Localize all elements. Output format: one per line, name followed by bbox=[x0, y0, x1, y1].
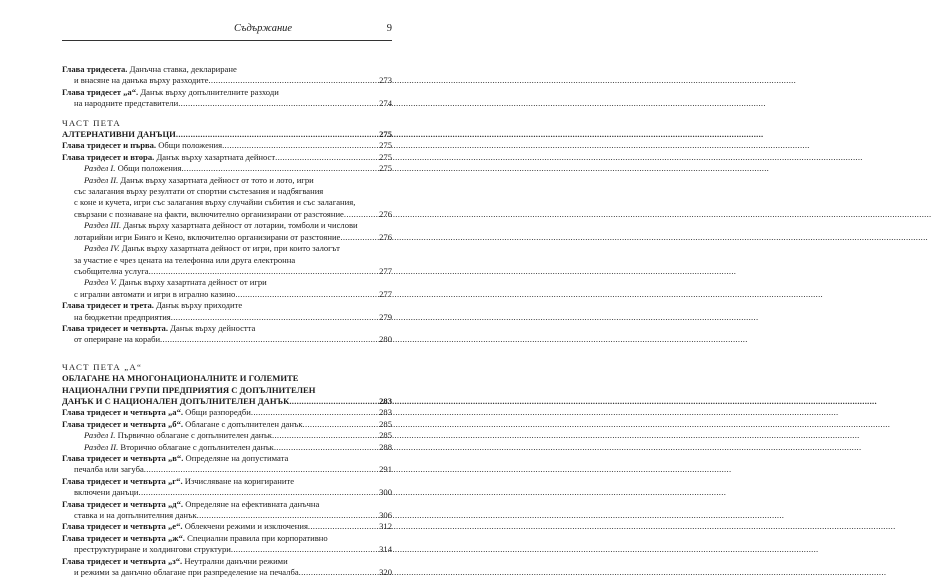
entry-title: и режими за данъчно облагане при разпределение на печалба bbox=[74, 567, 299, 578]
chapter-heading: Глава тридесет и четвърта „г“. bbox=[62, 475, 183, 486]
entry-title: за участие е чрез цената на телефонна или друга електронна bbox=[74, 254, 296, 265]
leader-dots bbox=[235, 289, 378, 300]
leader-dots bbox=[344, 209, 378, 220]
toc-entry-text bbox=[62, 556, 288, 567]
entry-title: Изчисляване на коригираните bbox=[182, 475, 295, 486]
toc-entry bbox=[62, 430, 392, 441]
entry-page-number: 275 bbox=[379, 163, 392, 174]
page-number: 9 bbox=[386, 23, 392, 34]
entry-page-number: 279 bbox=[379, 311, 392, 322]
toc-entry bbox=[62, 64, 392, 75]
entry-page-number: 277 bbox=[379, 265, 392, 276]
toc-entry bbox=[62, 464, 392, 475]
toc-entry-text bbox=[74, 567, 299, 578]
toc-entry bbox=[62, 75, 392, 86]
leader-dots bbox=[176, 129, 378, 140]
toc-entry bbox=[62, 175, 392, 186]
toc-entry bbox=[62, 140, 392, 151]
leader-dots bbox=[308, 521, 378, 532]
section-heading: Раздел IV. bbox=[84, 243, 120, 254]
entry-title: Облагане с допълнителен данък bbox=[183, 418, 303, 429]
toc-entry-text bbox=[84, 163, 181, 174]
leader-dots bbox=[208, 75, 378, 86]
entry-title: Общи положения bbox=[115, 163, 182, 174]
chapter-heading: Глава тридесет и първа. bbox=[62, 140, 157, 151]
toc-entry-text bbox=[74, 289, 235, 300]
toc-entry-text bbox=[62, 407, 251, 418]
toc-entry-text bbox=[74, 232, 340, 243]
entry-title: Общи разпоредби bbox=[183, 407, 251, 418]
entry-title: ставка и на допълнителния данък bbox=[74, 510, 197, 521]
toc-entry-text bbox=[62, 499, 319, 510]
entry-title: на бюджетни предприятия bbox=[74, 311, 171, 322]
entry-page-number: 288 bbox=[379, 441, 392, 452]
entry-title: със залагания върху резултати от спортни състезания и надбягвания bbox=[74, 186, 324, 197]
toc-entry bbox=[62, 87, 392, 98]
toc-entry-text bbox=[62, 521, 308, 532]
running-title: Съдържание bbox=[234, 23, 293, 34]
chapter-heading: Глава тридесет и четвърта „е“. bbox=[62, 521, 183, 532]
toc-entry bbox=[62, 419, 392, 430]
entry-title: Определяне на ефективната данъчна bbox=[183, 498, 320, 509]
entry-title: Определяне на допустимата bbox=[183, 453, 289, 463]
toc-entry bbox=[62, 197, 392, 208]
toc-entry-text bbox=[84, 442, 274, 453]
toc-entry-text bbox=[84, 220, 358, 231]
chapter-heading: Глава тридесет и четвърта „б“. bbox=[62, 418, 184, 429]
entry-title: съобщителна услуга bbox=[74, 265, 149, 276]
toc-entry bbox=[62, 453, 392, 464]
toc-entry-text bbox=[74, 98, 178, 109]
entry-title: Данъчна ставка, деклариране bbox=[127, 64, 237, 74]
toc-entry-text bbox=[62, 323, 255, 334]
toc-entry-text bbox=[62, 64, 237, 75]
entry-title: Вторично облагане с допълнителен данък bbox=[118, 441, 274, 452]
toc-entry bbox=[62, 209, 392, 220]
chapter-heading: Глава тридесет „а“. bbox=[62, 86, 139, 97]
entry-page-number: 276 bbox=[379, 208, 392, 219]
chapter-heading: Глава тридесетa. bbox=[62, 64, 128, 74]
entry-page-number: 275 bbox=[379, 140, 392, 151]
entry-title: Данък върху хазартната дейност от лотарии, томболи и числови bbox=[121, 220, 358, 231]
part-five-a-label: ЧАСТ ПЕТА „А“ bbox=[62, 361, 143, 372]
toc-entry bbox=[62, 266, 392, 277]
entry-title: включени данъци bbox=[74, 487, 139, 498]
part-five-a-title-last-text: ДАНЪК И С НАЦИОНАЛЕН ДОПЪЛНИТЕЛЕН ДАНЪК bbox=[62, 395, 290, 406]
leader-dots bbox=[340, 232, 378, 243]
section-heading: Раздел III. bbox=[84, 220, 122, 231]
toc-entry bbox=[62, 255, 392, 266]
entry-title: Данък върху хазартната дейност от игри, при които залогът bbox=[119, 243, 340, 254]
chapter-heading: Глава тридесет и четвърта „ж“. bbox=[62, 532, 185, 543]
chapter-heading: Глава тридесет и четвърта. bbox=[62, 322, 168, 333]
toc-entry bbox=[62, 243, 392, 254]
toc-entry bbox=[62, 567, 392, 578]
toc-entry-text bbox=[74, 255, 295, 266]
toc-entry-text bbox=[62, 533, 328, 544]
entry-title: Облекчени режими и изключения bbox=[182, 521, 308, 532]
entry-title: Общи положения bbox=[156, 140, 223, 151]
chapter-heading: Глава тридесет и втора. bbox=[62, 151, 155, 162]
chapter-heading: Глава тридесет и четвърта „з“. bbox=[62, 555, 183, 566]
entry-title: с игрални автомати и игри в игрално казино bbox=[74, 288, 236, 299]
toc-entry-text bbox=[74, 209, 344, 220]
entry-page-number: 277 bbox=[379, 288, 392, 299]
entry-page-number: 280 bbox=[379, 334, 392, 345]
leader-dots bbox=[222, 140, 378, 151]
toc-entry bbox=[62, 323, 392, 334]
toc-entry-text bbox=[62, 476, 294, 487]
toc-entry bbox=[62, 232, 392, 243]
entry-title: Данък върху приходите bbox=[153, 300, 243, 311]
leader-dots bbox=[139, 487, 379, 498]
toc-entry-text bbox=[74, 487, 139, 498]
entry-page-number: 285 bbox=[379, 430, 392, 441]
part-five-a-title-last bbox=[62, 396, 392, 407]
leader-dots bbox=[171, 312, 378, 323]
toc-entry bbox=[62, 152, 392, 163]
toc-entry-text bbox=[74, 510, 197, 521]
leader-dots bbox=[144, 464, 378, 475]
toc-entry-text bbox=[74, 464, 144, 475]
entry-title: Неутрални данъчни режими bbox=[182, 555, 288, 566]
toc-entry bbox=[62, 499, 392, 510]
section-heading: Раздел II. bbox=[84, 174, 119, 185]
section-heading: Раздел I. bbox=[84, 163, 116, 174]
entry-title: Данък върху допълнителните разходи bbox=[138, 86, 279, 97]
toc-entry bbox=[62, 300, 392, 311]
section-heading: Раздел I. bbox=[84, 430, 116, 441]
toc-entry bbox=[62, 334, 392, 345]
entry-page-number: 274 bbox=[379, 98, 392, 109]
toc-entry-text bbox=[62, 87, 279, 98]
entry-title: свързани с познаване на факти, включително организирани от разстояние bbox=[74, 208, 344, 219]
entry-page-number: 285 bbox=[379, 418, 392, 429]
chapter-heading: Глава тридесет и трета. bbox=[62, 300, 154, 311]
entry-title: преструктуриране и холдингови структури bbox=[74, 544, 231, 555]
part-five-a-page: 283 bbox=[379, 395, 392, 406]
toc-entry-text bbox=[84, 277, 267, 288]
toc-entry-text bbox=[62, 453, 288, 464]
leader-dots bbox=[149, 266, 379, 277]
toc-block-chapter-30 bbox=[62, 64, 392, 110]
toc-entry-text bbox=[62, 300, 242, 311]
leader-dots bbox=[299, 567, 378, 578]
toc-block-part-five-a bbox=[62, 407, 392, 578]
part-five-a-title-line: НАЦИОНАЛНИ ГРУПИ ПРЕДПРИЯТИЯ С ДОПЪЛНИТЕЛЕН bbox=[62, 384, 316, 395]
entry-title: Първично облагане с допълнителен данък bbox=[115, 430, 272, 441]
toc-entry-text bbox=[62, 152, 275, 163]
entry-title: Данък върху дейността bbox=[168, 322, 256, 333]
entry-page-number: 300 bbox=[379, 487, 392, 498]
leader-dots bbox=[181, 163, 378, 174]
toc-entry bbox=[62, 220, 392, 231]
entry-page-number: 314 bbox=[379, 544, 392, 555]
section-heading: Раздел II. bbox=[84, 441, 119, 452]
entry-title: на народните представители bbox=[74, 98, 179, 109]
part-five-label: ЧАСТ ПЕТА bbox=[62, 117, 121, 128]
toc-block-part-five bbox=[62, 140, 392, 345]
running-header bbox=[62, 22, 392, 41]
toc-entry-text bbox=[74, 544, 231, 555]
entry-title: Данък върху хазартната дейност bbox=[154, 151, 276, 162]
toc-entry-text bbox=[62, 419, 303, 430]
table-of-contents bbox=[62, 64, 392, 578]
toc-entry bbox=[62, 556, 392, 567]
leader-dots bbox=[275, 152, 378, 163]
entry-page-number: 275 bbox=[379, 151, 392, 162]
leader-dots bbox=[160, 334, 378, 345]
leader-dots bbox=[197, 510, 378, 521]
toc-entry bbox=[62, 98, 392, 109]
toc-entry-text bbox=[84, 243, 340, 254]
entry-page-number: 320 bbox=[379, 567, 392, 578]
entry-page-number: 306 bbox=[379, 510, 392, 521]
part-five-a-title-line: ОБЛАГАНЕ НА МНОГОНАЦИОНАЛНИТЕ И ГОЛЕМИТЕ bbox=[62, 373, 299, 384]
toc-entry bbox=[62, 533, 392, 544]
entry-title: от опериране на кораби bbox=[74, 334, 161, 345]
toc-entry-text bbox=[74, 75, 208, 86]
toc-entry bbox=[62, 289, 392, 300]
section-heading: Раздел V. bbox=[84, 277, 117, 288]
entry-title: Данък върху хазартната дейност от тото и лото, игри bbox=[118, 174, 314, 185]
toc-entry-text bbox=[74, 197, 355, 208]
entry-page-number: 312 bbox=[379, 521, 392, 532]
toc-entry-text bbox=[74, 186, 323, 197]
part-five-title-line bbox=[62, 129, 392, 140]
leader-dots bbox=[274, 442, 378, 453]
toc-entry-text bbox=[84, 175, 314, 186]
toc-entry bbox=[62, 163, 392, 174]
entry-title: и внасяне на данъка върху разходите bbox=[74, 75, 209, 86]
part-five-page: 275 bbox=[379, 129, 392, 140]
toc-entry bbox=[62, 186, 392, 197]
toc-entry-text bbox=[84, 430, 272, 441]
chapter-heading: Глава тридесет и четвърта „а“. bbox=[62, 407, 184, 418]
toc-entry-text bbox=[74, 266, 149, 277]
leader-dots bbox=[272, 430, 378, 441]
toc-entry bbox=[62, 476, 392, 487]
part-five-title: АЛТЕРНАТИВНИ ДАНЪЦИ bbox=[62, 129, 176, 140]
entry-title: Специални правила при корпоративно bbox=[184, 532, 328, 543]
toc-entry bbox=[62, 521, 392, 532]
leader-dots bbox=[289, 396, 378, 407]
toc-entry-text bbox=[74, 312, 171, 323]
leader-dots bbox=[303, 419, 379, 430]
leader-dots bbox=[251, 407, 378, 418]
toc-entry bbox=[62, 442, 392, 453]
entry-page-number: 276 bbox=[379, 231, 392, 242]
toc-entry bbox=[62, 312, 392, 323]
book-page bbox=[0, 0, 452, 584]
toc-entry bbox=[62, 277, 392, 288]
toc-entry bbox=[62, 510, 392, 521]
entry-title: с коне и кучета, игри със залагания върху случайни събития и със залагания, bbox=[74, 197, 356, 208]
toc-entry bbox=[62, 407, 392, 418]
entry-title: лотарийни игри Бинго и Кено, включително организирани от разстояние bbox=[74, 231, 341, 242]
leader-dots bbox=[231, 544, 378, 555]
toc-entry-text bbox=[74, 334, 160, 345]
entry-page-number: 273 bbox=[379, 75, 392, 86]
entry-title: Данък върху хазартната дейност от игри bbox=[116, 277, 267, 288]
entry-title: печалба или загуба bbox=[74, 464, 144, 475]
chapter-heading: Глава тридесет и четвърта „д“. bbox=[62, 498, 184, 509]
toc-entry bbox=[62, 487, 392, 498]
entry-page-number: 283 bbox=[379, 407, 392, 418]
entry-page-number: 291 bbox=[379, 464, 392, 475]
toc-entry bbox=[62, 544, 392, 555]
chapter-heading: Глава тридесет и четвърта „в“. bbox=[62, 453, 184, 463]
leader-dots bbox=[178, 98, 378, 109]
toc-entry-text bbox=[62, 140, 222, 151]
